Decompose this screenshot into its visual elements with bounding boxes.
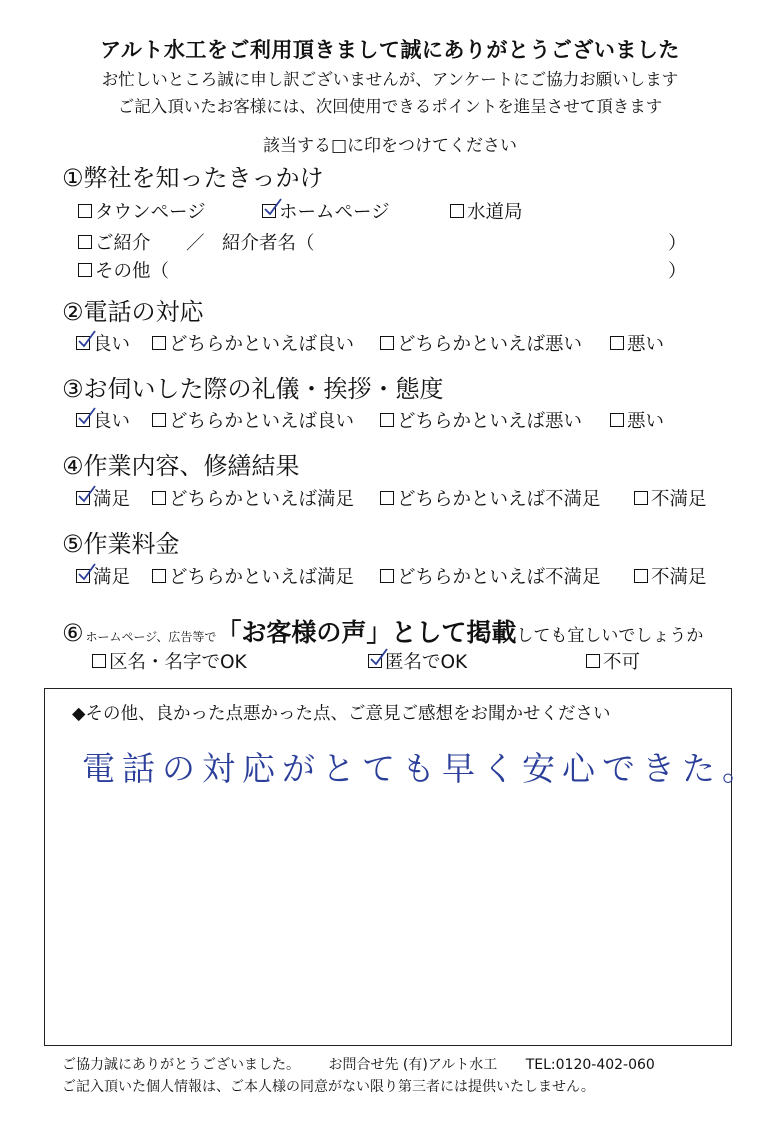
q3-option-bad[interactable]: [610, 407, 664, 433]
q3-option-fairly-good[interactable]: [152, 407, 354, 433]
q5-option-satisfied[interactable]: [76, 563, 130, 589]
points-text: ご記入頂いたお客様には、次回使用できるポイントを進呈させて頂きます: [117, 97, 663, 116]
footer-contact-line: [62, 1054, 679, 1074]
option-label: 悪い: [627, 334, 665, 355]
option-label: ホームページ: [279, 202, 390, 223]
q4-option-fairly-unsatisfied[interactable]: [380, 485, 601, 511]
checkbox[interactable]: [380, 336, 394, 350]
option-label: 水道局: [467, 202, 523, 223]
q4-heading: ④作業内容、修繕結果: [62, 452, 300, 480]
q5-option-fairly-unsatisfied[interactable]: [380, 563, 601, 589]
q1-heading: ①弊社を知ったきっかけ: [62, 164, 324, 192]
q2-option-good[interactable]: [76, 330, 130, 356]
checkbox[interactable]: [152, 569, 166, 583]
checkbox[interactable]: [634, 569, 648, 583]
q4-option-unsatisfied[interactable]: [634, 485, 707, 511]
request-text: お忙しいところ誠に申し訳ございませんが、アンケートにご協力お願いします: [101, 70, 679, 89]
q1-option-townpage[interactable]: [78, 198, 206, 224]
q5-option-fairly-satisfied[interactable]: [152, 563, 354, 589]
option-label: ご紹介: [95, 233, 151, 254]
option-label: タウンページ: [95, 202, 206, 223]
q6-question-text: しても宜しいでしょうか: [516, 626, 704, 646]
option-label: 匿名でOK: [385, 652, 468, 673]
q1-option-homepage[interactable]: [262, 198, 390, 224]
checkbox[interactable]: [450, 204, 464, 218]
option-label: どちらかといえば満足: [169, 567, 355, 588]
q5-option-unsatisfied[interactable]: [634, 563, 707, 589]
q6-publish-text: として掲載: [391, 618, 517, 647]
option-label: 不満足: [651, 567, 707, 588]
q1-option-intro[interactable]: [78, 229, 151, 255]
survey-title: アルト水工をご利用頂きまして誠にありがとうございました: [100, 38, 680, 62]
instruction-text: 該当する□に印をつけてください: [262, 136, 518, 156]
q1-option-other[interactable]: [78, 257, 169, 283]
intro-name-label: 紹介者名（: [222, 233, 315, 254]
q3-option-fairly-bad[interactable]: [380, 407, 582, 433]
option-label: どちらかといえば不満足: [397, 489, 601, 510]
checkbox[interactable]: [380, 413, 394, 427]
footer-thanks: ご協力誠にありがとうございました。: [62, 1057, 300, 1073]
checkbox-checked[interactable]: [76, 569, 90, 583]
checkbox[interactable]: [610, 336, 624, 350]
option-label: どちらかといえば良い: [169, 334, 355, 355]
other-close: ）: [668, 261, 687, 282]
q2-heading: ②電話の対応: [62, 298, 204, 326]
q6-option-no[interactable]: [586, 648, 640, 674]
checkbox[interactable]: [380, 569, 394, 583]
q6-option-name-ok[interactable]: [92, 648, 247, 674]
checkbox[interactable]: [610, 413, 624, 427]
checkbox[interactable]: [152, 413, 166, 427]
option-label: その他（: [95, 261, 170, 282]
option-label: 良い: [93, 411, 131, 432]
q6-small-text: ホームページ、広告等で: [85, 630, 217, 644]
option-label: 満足: [93, 567, 131, 588]
q4-option-fairly-satisfied[interactable]: [152, 485, 354, 511]
checkbox[interactable]: [152, 491, 166, 505]
q3-heading: ③お伺いした際の礼儀・挨拶・態度: [62, 375, 444, 403]
checkbox[interactable]: [586, 654, 600, 668]
q3-option-good[interactable]: [76, 407, 130, 433]
option-label: どちらかといえば不満足: [397, 567, 601, 588]
checkbox[interactable]: [634, 491, 648, 505]
option-label: どちらかといえば悪い: [397, 334, 583, 355]
handwritten-comment: 電話の対応がとても早く安心できた。: [82, 749, 762, 788]
option-label: どちらかといえば良い: [169, 411, 355, 432]
option-label: 良い: [93, 334, 131, 355]
option-label: 区名・名字でOK: [109, 652, 247, 673]
checkbox-checked[interactable]: [262, 204, 276, 218]
footer-privacy: ご記入頂いた個人情報は、ご本人様の同意がない限り第三者には提供いたしません。: [62, 1079, 595, 1095]
checkbox[interactable]: [78, 235, 92, 249]
option-label: 不満足: [651, 489, 707, 510]
option-label: 悪い: [627, 411, 665, 432]
option-label: どちらかといえば悪い: [397, 411, 583, 432]
q2-option-fairly-good[interactable]: [152, 330, 354, 356]
q6-option-anonymous-ok[interactable]: [368, 648, 467, 674]
comment-prompt: ◆その他、良かった点悪かった点、ご意見ご感想をお聞かせください: [72, 704, 611, 724]
q6-voice-text: 「お客様の声」: [216, 618, 392, 647]
checkbox[interactable]: [78, 204, 92, 218]
footer-contact: お問合せ先 (有)アルト水工: [328, 1057, 498, 1073]
intro-name-close: ）: [668, 233, 687, 254]
footer-tel: TEL:0120-402-060: [525, 1057, 655, 1073]
q6-heading: [62, 613, 703, 649]
option-label: 不可: [603, 652, 641, 673]
checkbox-checked[interactable]: [368, 654, 382, 668]
checkbox-checked[interactable]: [76, 336, 90, 350]
q4-option-satisfied[interactable]: [76, 485, 130, 511]
q2-option-bad[interactable]: [610, 330, 664, 356]
q5-heading: ⑤作業料金: [62, 530, 180, 558]
checkbox-checked[interactable]: [76, 491, 90, 505]
checkbox[interactable]: [92, 654, 106, 668]
intro-slash: ／: [186, 233, 205, 254]
checkbox[interactable]: [78, 263, 92, 277]
checkbox-checked[interactable]: [76, 413, 90, 427]
q6-number: ⑥: [62, 619, 84, 647]
checkbox[interactable]: [152, 336, 166, 350]
comment-area[interactable]: [44, 688, 732, 1046]
q2-option-fairly-bad[interactable]: [380, 330, 582, 356]
checkbox[interactable]: [380, 491, 394, 505]
option-label: 満足: [93, 489, 131, 510]
q1-option-water[interactable]: [450, 198, 523, 224]
option-label: どちらかといえば満足: [169, 489, 355, 510]
